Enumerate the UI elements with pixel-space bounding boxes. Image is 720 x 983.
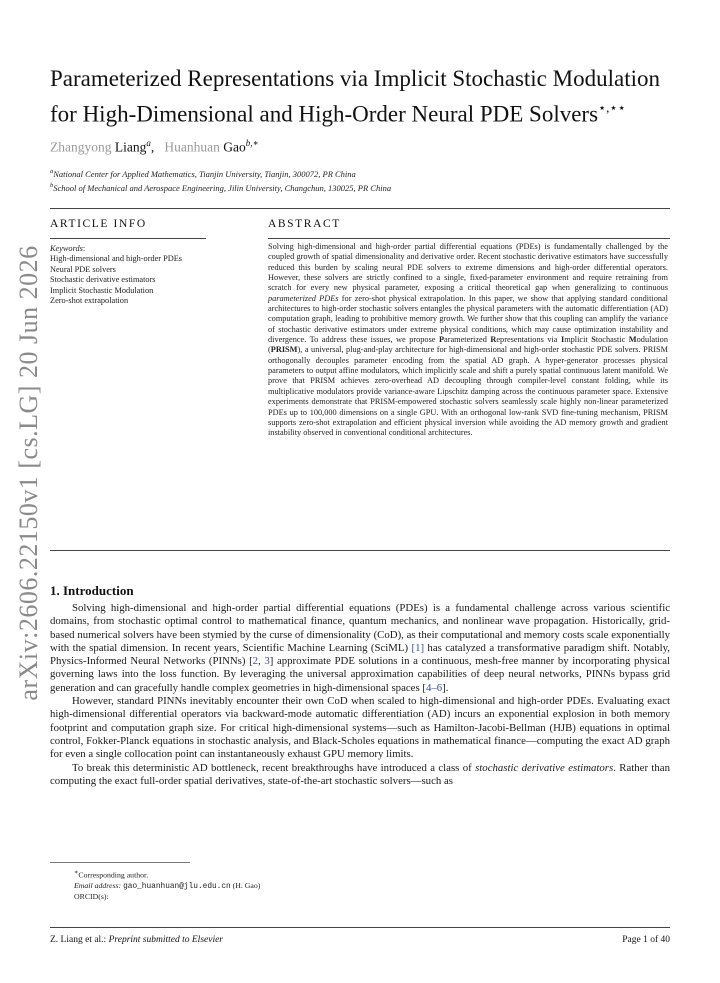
method-acronym: PRISM — [270, 345, 298, 355]
abstract-bottom-divider — [50, 550, 670, 551]
title-line-2: for High-Dimensional and High-Order Neural PDE Solvers — [50, 101, 599, 127]
citation-link[interactable]: 3 — [264, 655, 270, 668]
title-line-2-wrap — [50, 94, 690, 130]
article-info-divider — [50, 238, 206, 239]
page-number: Page 1 of 40 — [622, 935, 670, 945]
footnote: ∗Corresponding author. Email address: gao_huanhuan@jlu.edu.cn (H. Gao) ORCID(s): — [74, 869, 261, 901]
orcid-label: ORCID(s): — [74, 891, 109, 901]
abstract-italic-term: parameterized PDEs — [268, 293, 339, 303]
affiliation-a: $^a$National Center for Applied Mathematics, Tianjin University, Tianjin, 300072, PR China — [50, 168, 356, 179]
intro-paragraph-3: To break this deterministic AD bottleneck, recent breakthroughs have introduced a class of stochastic derivative estimators. Rather than computing the exact full-order spatial derivatives, state-of-the-art stochastic solvers—such as — [50, 761, 670, 787]
email-address[interactable]: gao_huanhuan@jlu.edu.cn — [123, 882, 231, 891]
title-footnote-marks: ⋆,⋆⋆ — [598, 100, 626, 115]
citation-link[interactable]: 4–6 — [425, 681, 443, 694]
article-info-heading: ARTICLE INFO — [50, 218, 147, 230]
introduction-body — [50, 602, 670, 788]
citation-link[interactable]: [1] — [411, 641, 425, 654]
arxiv-stamp-text: arXiv:2606.22150v1 [cs.LG] 20 Jun 2026 — [14, 245, 43, 701]
author-1-last: Liang — [114, 139, 147, 155]
intro-paragraph-1: Solving high-dimensional and high-order partial differential equations (PDEs) is a fundamental challenge across various scientific domains, from stochastic optimal control to mathematical finance, quantum mechanics, and nonlinear wave propagation. Historically, grid-based numerical solvers have been stymied by the curse of dimensionality (CoD), as their computational and memory costs scale exponentially with the spatial dimension. In recent years, Scientific Machine Learning (SciML) [1] has catalyzed a transformative paradigm shift. Notably, Physics-Informed Neural Networks (PINNs) [2, 3] approximate PDE solutions in a continuous, mesh-free manner by incorporating physical governing laws into the loss function. By leveraging the universal approximation capabilities of deep neural networks, PINNs bypass grid generation and can gracefully handle complex geometries in high-dimensional spaces [4–6]. — [50, 602, 670, 694]
keywords-label: Keywords — [50, 244, 83, 253]
footer-divider — [50, 927, 670, 928]
abstract-text: Solving high-dimensional and high-order partial differential equations (PDEs) is fundamentally challenged by the coupled growth of spatial dimensionality and derivative order. Recent stochastic derivative estimators have successfully reduced this burden by scaling neural PDE solvers to extreme dimensions and high-order differential operators. However, these solvers are strictly confined to a single, fixed-parameter environment and require retraining from scratch for every new physical parameter, exposing a critical theoretical gap when generalizing to continuous parameterized PDEs for zero-shot physical extrapolation. In this paper, we show that applying standard conditional architectures to high-order stochastic solvers entangles the physical parameters with the automatic differentiation (AD) computation graph, leading to prohibitive memory growth. We further show that this coupling can amplify the variance of stochastic derivative estimators under extreme physical conditions, which may cause optimization instability and divergence. To address these issues, we propose Parameterized Representations via Implicit Stochastic Modulation (PRISM), a universal, plug-and-play architecture for high-dimensional and high-order stochastic PDE solvers. PRISM orthogonally decouples parameter encoding from the spatial AD graph. A hyper-generator processes physical parameters to output affine modulators, which implicitly scale and shift a purely spatial continuous latent manifold. We prove that PRISM achieves zero-overhead AD decoupling through compiler-level constant folding, while its multiplicative modulators provide variance-aware Lipschitz damping across the continuous parameter space. Extensive experiments demonstrate that PRISM-empowered stochastic solvers seamlessly scale highly non-linear parameterized PDEs up to 100,000 dimensions on a single GPU. With an orthogonal low-rank SVD fine-tuning mechanism, PRISM supports zero-shot extrapolation and efficient physical inversion while avoiding the AD memory growth and gradient instability observed in conventional conditional architectures. — [268, 242, 668, 438]
abstract-divider — [268, 238, 670, 239]
author-2-first: Huanhuan — [164, 139, 220, 155]
arxiv-stamp — [14, 245, 44, 701]
section-heading-introduction: 1. Introduction — [50, 583, 134, 598]
author-2-sup: b,∗ — [245, 138, 259, 148]
title-line-1: Parameterized Representations via Implicit Stochastic Modulation — [50, 66, 660, 91]
citation-link[interactable]: 2 — [252, 655, 259, 668]
author-2-last: Gao — [223, 139, 246, 155]
paper-title — [50, 64, 690, 130]
author-list: Zhangyong Liang$^a$, Huanhuan Gao$^{b,∗}$ — [50, 138, 259, 155]
keyword-item: Zero-shot extrapolation — [50, 296, 129, 306]
footer-left: Z. Liang et al.: Preprint submitted to Elsevier — [50, 935, 224, 945]
keyword-item: High-dimensional and high-order PDEs — [50, 254, 183, 264]
keyword-item: Stochastic derivative estimators — [50, 275, 156, 285]
footnote-divider — [50, 862, 190, 863]
author-1-first: Zhangyong — [50, 139, 112, 155]
keywords-block: Keywords: High-dimensional and high-order PDEs Neural PDE solvers Stochastic derivative estimators Implicit Stochastic Modulation Zero-shot extrapolation — [50, 244, 210, 306]
header-divider — [50, 208, 670, 209]
keyword-item: Implicit Stochastic Modulation — [50, 285, 154, 295]
intro-paragraph-2: However, standard PINNs inevitably encounter their own CoD when scaled to high-dimensional and high-order PDEs. Evaluating exact high-dimensional differential operators via backward-mode automatic differentiation (AD) incurs an exponential explosion in both memory footprint and computation graph size. For critical high-dimensional systems—such as Hamilton-Jacobi-Bellman (HJB) equations in optimal control, Fokker-Planck equations in stochastic analysis, and Black-Scholes equations in mathematical finance—computing the exact AD graph for even a single collocation point can instantaneously exhaust GPU memory limits. — [50, 695, 670, 761]
corresponding-author-note: Corresponding author. — [78, 870, 149, 880]
keyword-item: Neural PDE solvers — [50, 264, 116, 274]
author-1-sup: a — [146, 138, 151, 148]
affiliation-b: $^b$School of Mechanical and Aerospace Engineering, Jilin University, Changchun, 130025, PR China — [50, 182, 392, 193]
abstract-heading: ABSTRACT — [268, 218, 341, 230]
